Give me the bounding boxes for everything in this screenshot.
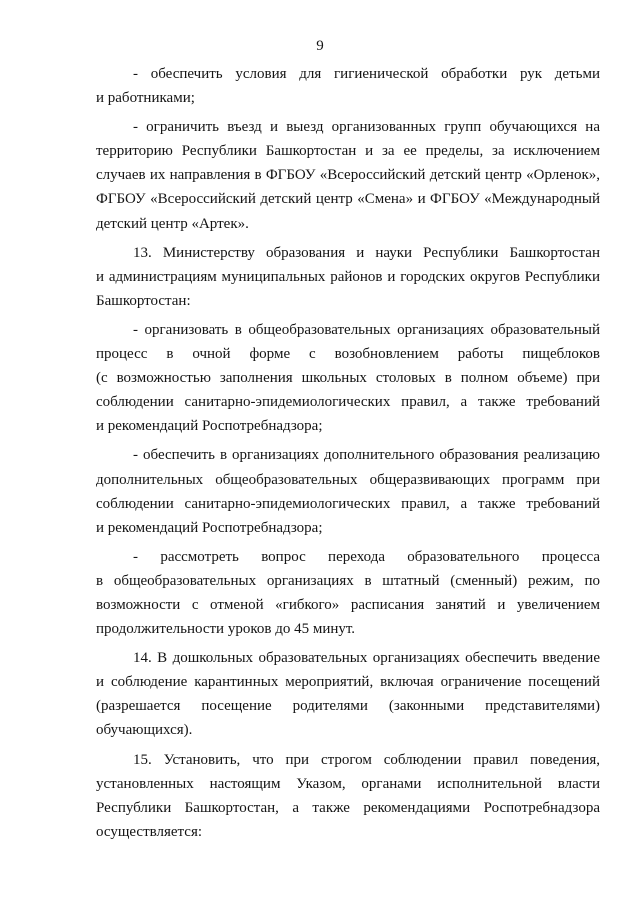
text-line: ФГБОУ «Всероссийский детский центр «Смена» и ФГБОУ «Международный bbox=[96, 191, 600, 208]
text-line: и соблюдение карантинных мероприятий, включая ограничение посещений bbox=[96, 674, 600, 691]
text-line: 15. Установить, что при строгом соблюдении правил поведения, bbox=[133, 751, 600, 768]
paragraph bbox=[96, 62, 600, 110]
paragraph bbox=[96, 241, 600, 313]
text-line: установленных настоящим Указом, органами исполнительной власти bbox=[96, 775, 600, 792]
text-line: соблюдении санитарно-эпидемиологических правил, а также требований bbox=[96, 394, 600, 411]
text-line: продолжительности уроков до 45 минут. bbox=[96, 621, 356, 638]
text-line: и администрациям муниципальных районов и городских округов Республики bbox=[96, 268, 600, 285]
paragraph bbox=[96, 115, 600, 235]
text-line: (с возможностью заполнения школьных столовых в полном объеме) при bbox=[96, 370, 600, 387]
text-line: в общеобразовательных организациях в штатный (сменный) режим, по bbox=[96, 572, 600, 589]
text-line: обучающихся). bbox=[96, 722, 193, 739]
text-line: 14. В дошкольных образовательных организациях обеспечить введение bbox=[133, 650, 600, 667]
paragraph bbox=[96, 318, 600, 438]
text-line: соблюдении санитарно-эпидемиологических правил, а также требований bbox=[96, 495, 600, 512]
paragraph bbox=[96, 443, 600, 539]
text-line: - рассмотреть вопрос перехода образовательного процесса bbox=[133, 548, 600, 565]
text-line: Республики Башкортостан, а также рекомендациями Роспотребнадзора bbox=[96, 799, 600, 816]
text-line: детский центр «Артек». bbox=[96, 215, 249, 232]
text-line: дополнительных общеобразовательных общеразвивающих программ при bbox=[96, 471, 600, 488]
text-line: Башкортостан: bbox=[96, 292, 191, 309]
text-line: и рекомендаций Роспотребнадзора; bbox=[96, 519, 323, 536]
paragraph bbox=[96, 646, 600, 742]
text-line: и рекомендаций Роспотребнадзора; bbox=[96, 418, 323, 435]
text-line: территорию Республики Башкортостан и за ее пределы, за исключением bbox=[96, 143, 600, 160]
text-line: осуществляется: bbox=[96, 823, 203, 840]
paragraph bbox=[96, 748, 600, 844]
text-line: - ограничить въезд и выезд организованных групп обучающихся на bbox=[133, 119, 600, 136]
text-line: случаев их направления в ФГБОУ «Всероссийский детский центр «Орленок», bbox=[96, 167, 600, 184]
text-line: - обеспечить условия для гигиенической обработки рук детьми bbox=[133, 66, 600, 82]
document-body bbox=[96, 62, 600, 844]
text-line: возможности с отменой «гибкого» расписания занятий и увеличением bbox=[96, 596, 600, 613]
text-line: 13. Министерству образования и науки Республики Башкортостан bbox=[133, 244, 600, 261]
paragraph bbox=[96, 545, 600, 641]
text-line: процесс в очной форме с возобновлением работы пищеблоков bbox=[96, 346, 600, 363]
text-line: и работниками; bbox=[96, 90, 195, 107]
text-line: - обеспечить в организациях дополнительного образования реализацию bbox=[133, 447, 600, 464]
text-line: (разрешается посещение родителями (законными представителями) bbox=[96, 698, 600, 715]
page-number: 9 bbox=[316, 38, 324, 54]
text-line: - организовать в общеобразовательных организациях образовательный bbox=[133, 321, 600, 338]
